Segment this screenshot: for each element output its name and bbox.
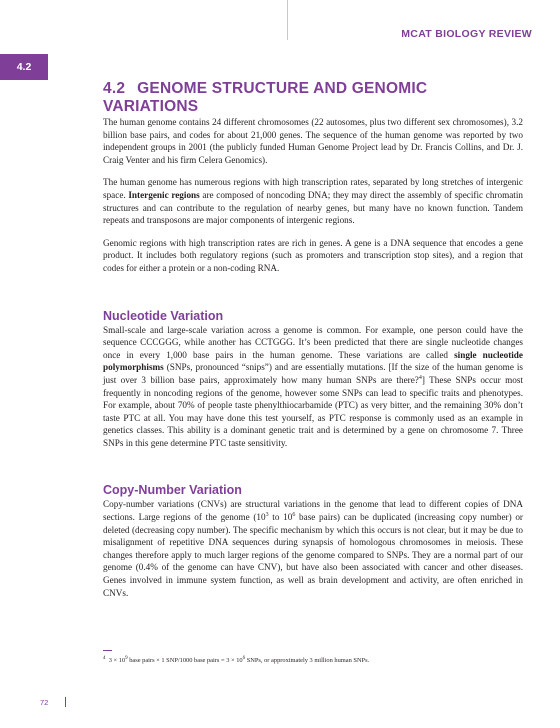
nucleotide-variation-heading: Nucleotide Variation (103, 308, 224, 323)
page-number: 72 (40, 698, 49, 707)
term-intergenic-regions: Intergenic regions (128, 189, 200, 200)
main-content (103, 80, 523, 599)
nucleotide-variation-paragraph: Small-scale and large-scale variation across a genome is common. For example, one person could have the sequence CCCGGG, while another has CCTGGG. It’s been predicted that there are single nucleotide changes once in every 1,000 base pairs in the human genome. These variations are called single nucleotide polymorphisms (SNPs, pronounced “snips”) and are essentially mutations. [If the size of the human genome is just over 3 billion base pairs, approximately how many human SNPs are there?$^4$] These SNPs occur most frequently in noncoding regions of the genome, however some SNPs can lead to specific traits and phenotypes. For example, about 70% of people taste phenylthiocarbamide (PTC) as very bitter, and the remaining 30% don’t taste PTC at all. You may have done this test yourself, as PTC response is commonly used as an example in genetics classes. This ability is a dominant genetic trait and is determined by a gene on chromosome 7. Three SNPs in this gene determine PTC taste sensitivity. (103, 324, 524, 448)
footnote-divider (103, 650, 112, 651)
footnote-mark: 4 (103, 656, 106, 661)
running-head: MCAT BIOLOGY REVIEW (401, 28, 532, 40)
header-divider (287, 0, 288, 40)
intro-paragraph-3: Genomic regions with high transcription rates are rich in genes. A gene is a DNA sequence that encodes a gene product. It includes both regulatory regions (such as promoters and transcription stop sites), and a region that codes for either a protein or a non-coding RNA. (103, 237, 523, 273)
section-heading (103, 80, 523, 116)
page-number-divider (65, 697, 66, 707)
copy-number-variation-heading: Copy-Number Variation (103, 483, 242, 498)
intro-paragraph-2: The human genome has numerous regions with high transcription rates, separated by long stretches of intergenic space. Intergenic regions are composed of noncoding DNA; they may direct the assembly of specific chromatin structures and can contribute to the regulation of nearby genes, but many have no known function. Tandem repeats and transposons are major components of intergenic regions. (103, 177, 524, 226)
footnote: $^4$ $3 \times 10^9$ base pairs × 1 SNP/1000 base pairs = $3 \times 10^6$ SNPs, or approximately 3 million human SNPs. (103, 656, 370, 665)
copy-number-variation-paragraph: Copy-number variations (CNVs) are structural variations in the genome that lead to different copies of DNA sections. Large regions of the genome ($10^3$ to $10^6$ base pairs) can be duplicated (increasing copy number) or deleted (decreasing copy number). The specific mechanism by which this occurs is not clear, but it may be due to misalignment of repetitive DNA sequences during synapsis of homologous chromosomes in meiosis. These changes therefore apply to much larger regions of the genome compared to SNPs. They are a normal part of our genome (0.4% of the genome can have CNV), but have also been associated with cancer and other diseases. Genes involved in immune system function, as well as brain development and activity, are often enriched in CNVs. (103, 499, 523, 598)
section-title: GENOME STRUCTURE AND GENOMIC VARIATIONS (103, 80, 428, 115)
term-snp: single nucleotide polymorphisms (103, 349, 523, 373)
footnote-reference: 4 (418, 374, 422, 381)
intro-paragraph-1: The human genome contains 24 different chromosomes (22 autosomes, plus two different sex chromosomes), 3.2 billion base pairs, and codes for about 21,000 genes. The sequence of the human genome was reported by two independent groups in 2001 (the publicly funded Human Genome Project lead by Dr. Francis Collins, and Dr. J. Craig Venter and his firm Celera Genomics). (103, 117, 523, 165)
section-number: 4.2 (103, 80, 126, 97)
section-tab: 4.2 (0, 54, 48, 80)
